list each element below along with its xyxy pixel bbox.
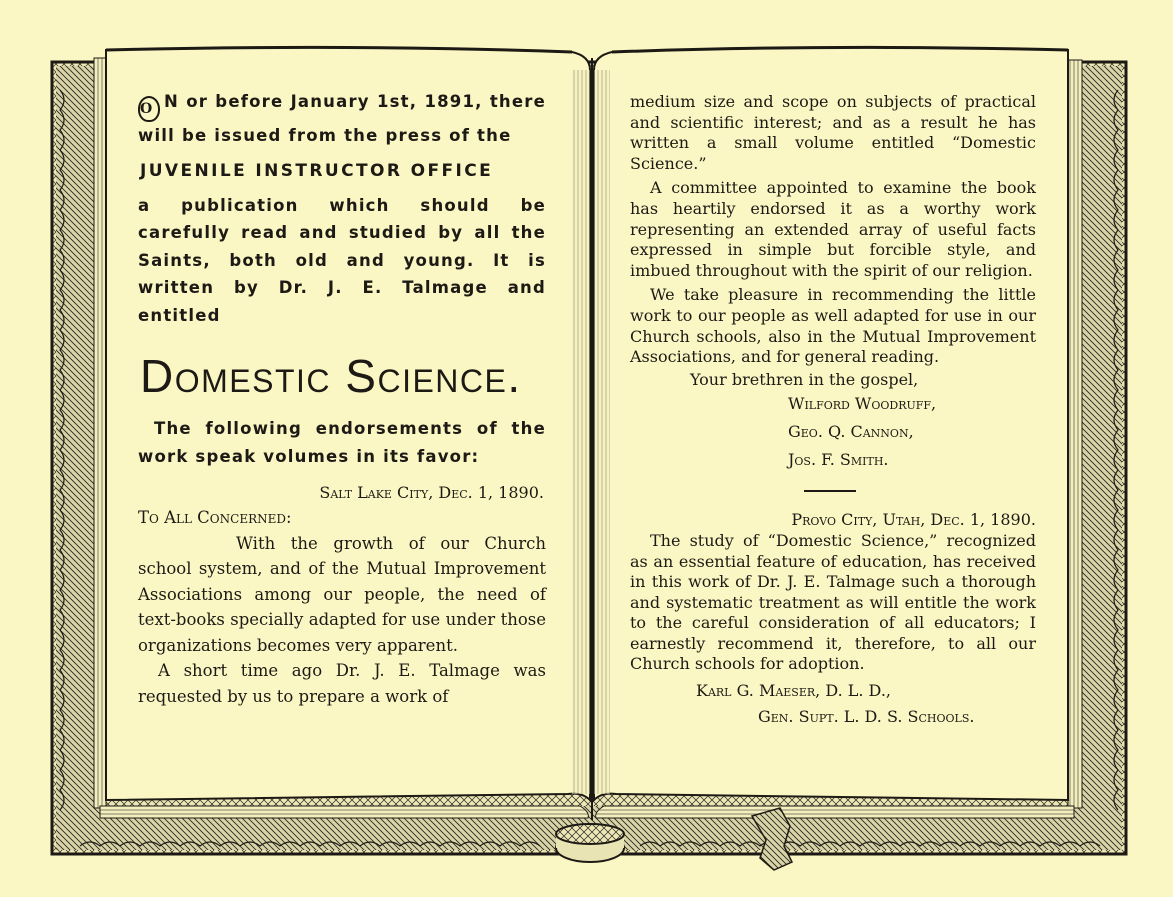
section-divider <box>804 490 856 492</box>
signature-woodruff: Wilford Woodruff, <box>788 394 937 414</box>
salutation: To All Concerned: <box>138 508 292 527</box>
publication-description: a publication which should be carefully read and studied by all the Saints, both old and young. It is written by Dr. J. E. Talmage and entitled <box>138 195 546 325</box>
intro-text: N or before January 1st, 1891, there will be issued from the press of the <box>138 92 546 145</box>
endorsement-intro: The following endorsements of the work speak volumes in its favor: <box>138 419 546 466</box>
maeser-paragraph: The study of “Domestic Science,” recognized as an essential feature of education, has received in this work of Dr. J. E. Talmage such a thorough and systematic treatment as will entitle the work to the careful consideration of all educators; I earnestly recommend it, therefore, to all our Church schools for adoption. <box>630 530 1036 674</box>
letter-continuation: medium size and scope on subjects of practical and scientific interest; and as a result he has written a small volume entitled “Domestic Science.” <box>630 92 1036 173</box>
letter-paragraph-1: With the growth of our Church school system, and of the Mutual Improvement Associations among our people, the need of text-books specially adapted for use under those organizations becomes very apparent. <box>138 533 546 655</box>
recommendation-paragraph: We take pleasure in recommending the little work to our people as well adapted for use in our Church schools, also in the Mutual Improvement Associations, and for general reading. <box>630 285 1036 367</box>
publisher-name: JUVENILE INSTRUCTOR OFFICE <box>140 160 494 181</box>
intro-paragraph <box>138 88 546 150</box>
left-page-text <box>138 88 546 709</box>
signature-smith: Jos. F. Smith. <box>788 450 889 470</box>
dateline-provo: Provo City, Utah, Dec. 1, 1890. <box>791 510 1036 530</box>
committee-paragraph: A committee appointed to examine the book has heartily endorsed it as a worthy work representing an extended array of useful facts expressed in simple but forcible style, and imbued throughout with the spirit of our religion. <box>630 178 1036 280</box>
signature-title: Gen. Supt. L. D. S. Schools. <box>758 707 975 727</box>
signature-cannon: Geo. Q. Cannon, <box>788 422 914 442</box>
book-title: Domestic Science. <box>140 350 522 402</box>
letter-paragraph-2: A short time ago Dr. J. E. Talmage was requested by us to prepare a work of <box>138 661 546 706</box>
right-page-text <box>630 92 1036 729</box>
closing-line: Your brethren in the gospel, <box>690 369 919 389</box>
drop-cap: O <box>138 96 160 122</box>
signature-maeser: Karl G. Maeser, D. L. D., <box>696 681 891 701</box>
dateline-salt-lake: Salt Lake City, Dec. 1, 1890. <box>319 483 544 502</box>
